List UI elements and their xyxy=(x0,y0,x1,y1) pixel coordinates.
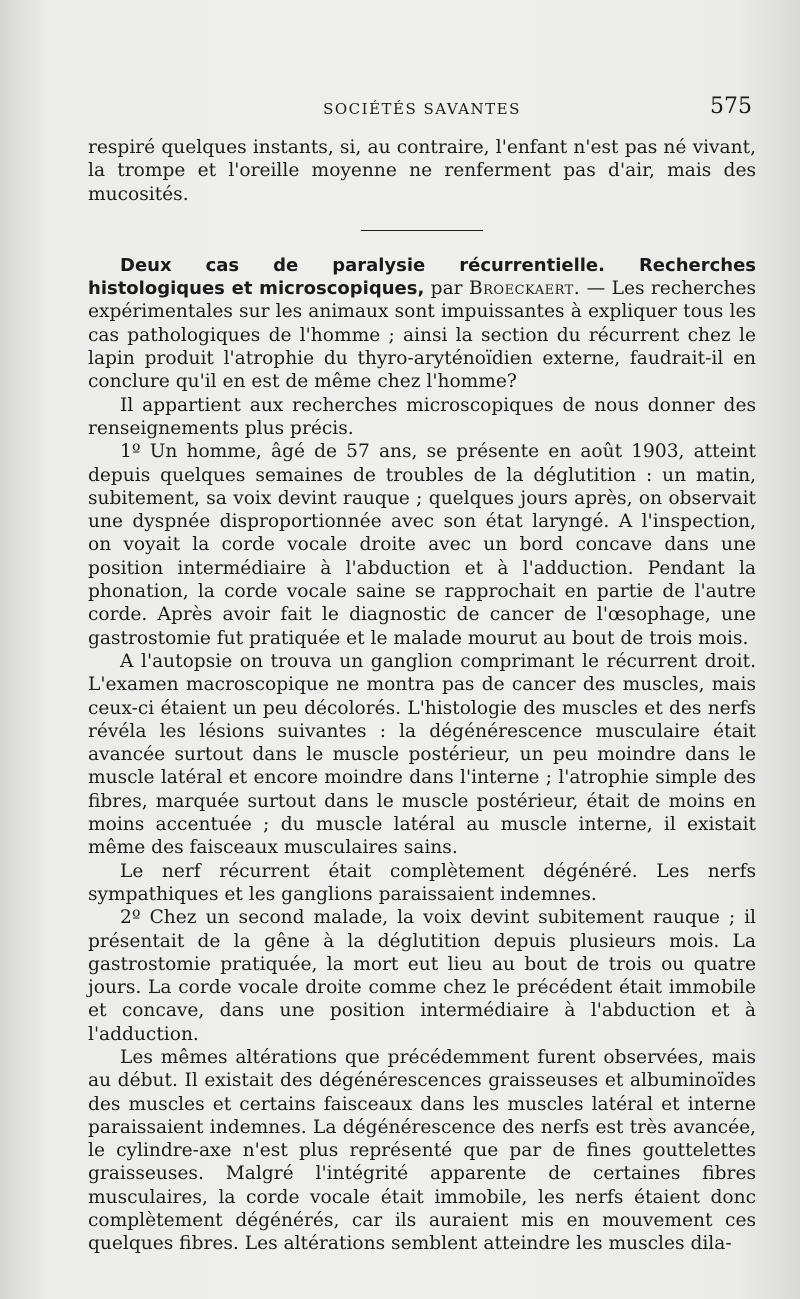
paragraph-nerve: Le nerf récurrent était complètement dégénéré. Les nerfs sympathiques et les ganglions paraissaient indemnes. xyxy=(88,860,756,905)
page-header xyxy=(88,94,756,124)
page-number: 575 xyxy=(710,94,752,119)
intro-text: — Les recherches expérimentales sur les animaux sont impuissantes à expliquer tous les cas pathologiques de l'homme ; ainsi la section du récurrent chez le lapin produit l'atrophie du thyro-aryténoïdien externe, faudrait-il en conclure qu'il en est de même chez l'homme? xyxy=(88,278,756,393)
by-word: par xyxy=(424,278,469,300)
author-name: Broeckaert. xyxy=(468,278,581,300)
section-divider xyxy=(361,230,483,231)
paragraph-case-2: 2º Chez un second malade, la voix devint subitement rauque ; il présentait de la gêne à la déglutition depuis plusieurs mois. La gastrostomie pratiquée, la mort eut lieu au bout de trois ou quatre jours. La corde vocale droite comme chez le précédent était immobile et concave, dans une position intermédiaire à l'abduction et à l'adduction. xyxy=(88,907,756,1045)
article-intro-paragraph xyxy=(88,254,756,394)
body-text xyxy=(88,136,756,1256)
paragraph-2: Il appartient aux recherches microscopiques de nous donner des renseignements plus précis. xyxy=(88,394,756,439)
paragraph-autopsy: A l'autopsie on trouva un ganglion comprimant le récurrent droit. L'examen macroscopique ne montra pas de cancer des muscles, mais ceux-ci étaient un peu décolorés. L'histologie des muscles et des nerfs révéla les lésions suivantes : la dégénérescence musculaire était avancée surtout dans le muscle postérieur, un peu moindre dans le muscle latéral et encore moindre dans l'interne ; l'atrophie simple des fibres, marquée surtout dans le muscle postérieur, était de moins en moins accentuée ; du muscle latéral au muscle interne, il existait même des faisceaux musculaires sains. xyxy=(88,650,756,859)
article-title: Deux cas de paralysie récurrentielle. Recherches histologiques et microscopiques, xyxy=(88,254,756,300)
carryover-paragraph: respiré quelques instants, si, au contraire, l'enfant n'est pas né vivant, la trompe et l'oreille moyenne ne renferment pas d'air, mais des mucosités. xyxy=(88,137,756,205)
running-head: SOCIÉTÉS SAVANTES xyxy=(323,100,521,118)
paragraph-case-1: 1º Un homme, âgé de 57 ans, se présente en août 1903, atteint depuis quelques semaines de troubles de la déglutition : un matin, subitement, sa voix devint rauque ; quelques jours après, on observait une dyspnée disproportionnée avec son état laryngé. A l'inspection, on voyait la corde vocale droite avec un bord concave dans une position intermédiaire à l'abduction et à l'adduction. Pendant la phonation, la corde vocale saine se rapprochait en partie de l'autre corde. Après avoir fait le diagnostic de cancer de l'œsophage, une gastrostomie fut pratiquée et le malade mourut au bout de trois mois. xyxy=(88,441,756,649)
paragraph-alterations: Les mêmes altérations que précédemment furent observées, mais au début. Il existait des dégénérescences graisseuses et albuminoïdes des muscles et certains faisceaux dans les muscles latéral et interne paraissaient indemnes. La dégénérescence des nerfs est très avancée, le cylindre-axe n'est plus représenté que par de fines gouttelettes graisseuses. Malgré l'intégrité apparente de certaines fibres musculaires, la corde vocale était immobile, les nerfs étaient donc complètement dégénérés, car ils auraient mis en mouvement ces quelques fibres. Les altérations semblent atteindre les muscles dila- xyxy=(88,1046,756,1255)
